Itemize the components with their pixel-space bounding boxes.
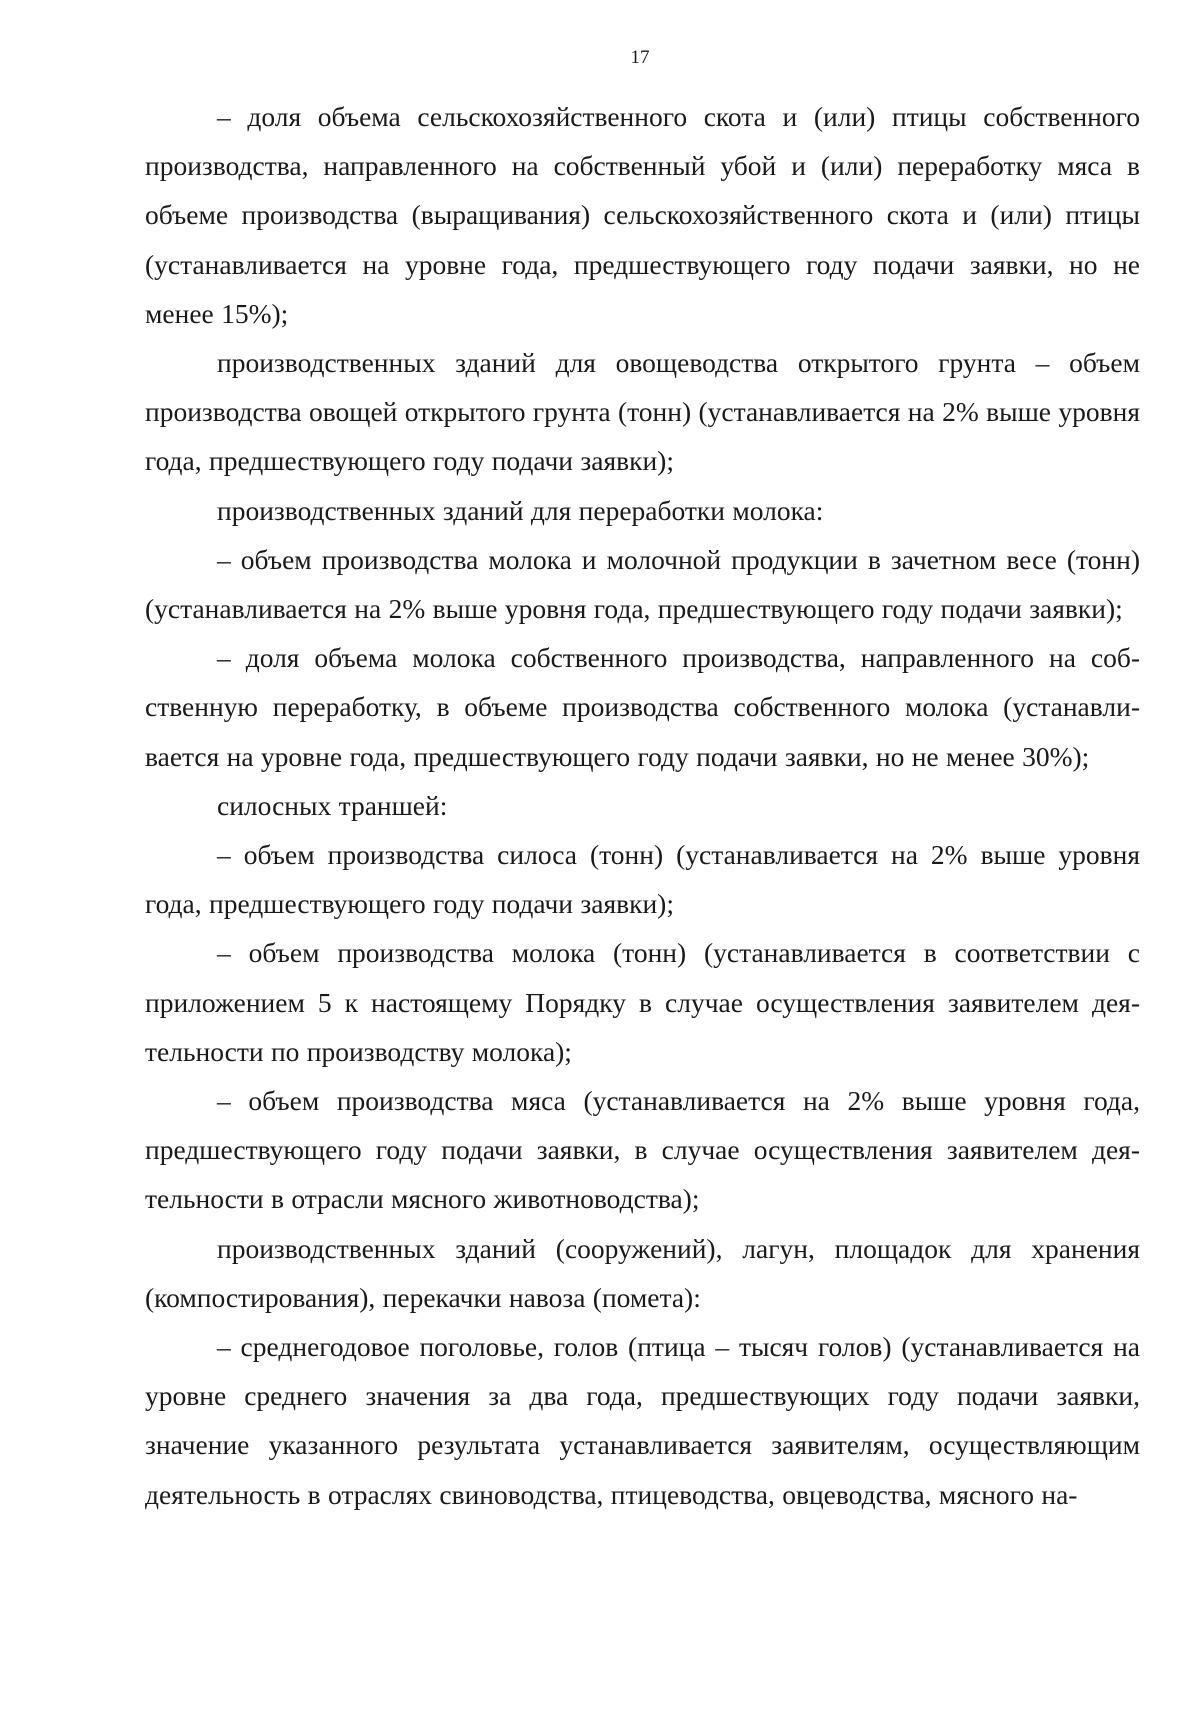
paragraph-open-ground-vegetables: производственных зданий для овощеводства открытого грунта – объем производства овощей открытого грунта (тонн) (устанавливается на 2% выше уровня года, предшествующего году подачи заявки); (145, 347, 1140, 477)
paragraph-milk-processing-heading: производственных зданий для переработки молока: (217, 494, 824, 526)
paragraph-silage-production-volume: – объем производства силоса (тонн) (устанавливается на 2% выше уровня года, предшествующего году подачи заявки); (145, 839, 1140, 920)
paragraph-milk-volume-appendix-5: – объем производства молока (тонн) (устанавливается в соответствии с приложением 5 к настоящему Порядку в случае осуществления заявителем деятельности по производству молока); (145, 937, 1140, 1067)
paragraph-manure-facilities-heading: производственных зданий (сооружений), лагун, площадок для хранения (компостирования), перекачки навоза (помета): (145, 1232, 1140, 1313)
paragraph-share-own-milk-processing: – доля объема молока собственного производства, направленного на собственную переработку, в объеме производства собственного молока (устанавливается на уровне года, предшествующего году подачи заявки, но не менее 30%); (145, 642, 1140, 772)
paragraph-meat-production-volume: – объем производства мяса (устанавливается на 2% выше уровня года, предшествующего году подачи заявки, в случае осуществления заявителем деятельности в отрасли мясного животноводства); (145, 1085, 1140, 1215)
paragraph-milk-production-volume: – объем производства молока и молочной продукции в зачетном весе (тонн) (устанавливается на 2% выше уровня года, предшествующего году подачи заявки); (145, 543, 1140, 625)
page-number: 17 (630, 47, 650, 68)
paragraph-average-annual-livestock: – среднегодовое поголовье, голов (птица – тысяч голов) (устанавливается на уровне среднего значения за два года, предшествующих году подачи заявки, значение указанного результата устанавливается заявителям, осуществляющим деятельность в отраслях свиноводства, птицеводства, овцеводства, мясного на- (145, 1331, 1140, 1510)
document-body (145, 92, 1140, 1519)
paragraph-share-own-livestock-slaughter: – доля объема сельскохозяйственного скота и (или) птицы собственного производства, направленного на собственный убой и (или) переработку мяса в объеме производства (выращивания) сельскохозяйственного скота и (или) птицы (устанавливается на уровне года, предшествующего году подачи заявки, но не менее 15%); (145, 101, 1140, 329)
paragraph-silage-trenches-heading: силосных траншей: (217, 789, 448, 821)
